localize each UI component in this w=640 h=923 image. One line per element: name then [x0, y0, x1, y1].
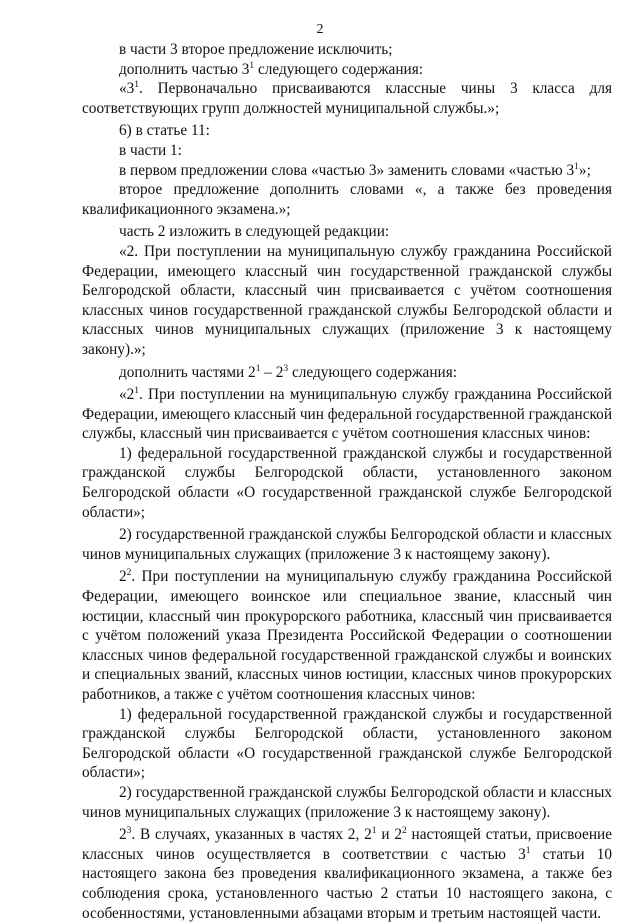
superscript: 1: [134, 386, 140, 397]
paragraph: $2^2$. При поступлении на муниципальную службу гражданина Российской Федерации, имеющего воинское или специальное звание, классный чин юстиции, классный чин прокурорского работника, классный чин присваивается с учётом положений указа Президента Российской Федерации о соотношении классных чинов федеральной государственной гражданской службы и воинских и специальных званий, классных чинов юстиции, классных чинов прокурорских работников, а также с учётом соотношения классных чинов:: [82, 568, 612, 703]
superscript: 1: [255, 363, 261, 374]
superscript: 2: [401, 826, 407, 837]
paragraph: 1) федеральной государственной гражданской службы и государственной гражданской службы Белгородской области, установленного законом Белгородской области «О государственной гражданской службе Белгородской области»;: [82, 444, 612, 521]
paragraph: дополнить частью $3^1$ следующего содержания:: [119, 60, 424, 78]
paragraph: второе предложение дополнить словами «, а также без проведения квалификационного экзамена.»;: [82, 181, 612, 218]
superscript: 3: [126, 826, 132, 837]
superscript: 1: [574, 161, 579, 172]
superscript: 1: [134, 80, 140, 91]
superscript: 1: [249, 60, 255, 71]
paragraph: 2) государственной гражданской службы Белгородской области и классных чинов муниципальных служащих (приложение 3 к настоящему закону).: [82, 783, 612, 821]
paragraph: часть 2 изложить в следующей редакции:: [119, 223, 390, 241]
paragraph: «$3^1$. Первоначально присваиваются классные чины 3 класса для соответствующих групп должностей муниципальной службы.»;: [82, 80, 612, 117]
paragraph: в первом предложении слова «частью 3» заменить словами «частью $3^1$»;: [119, 161, 591, 179]
superscript: 3: [283, 363, 289, 374]
paragraph: $2^3$. В случаях, указанных в частях 2, $2^1$ и $2^2$ настоящей статьи, присвоение классных чинов осуществляется в соответствии с частью $3^1$ статьи 10 настоящего закона без проведения квалификационного экзамена, а также без соблюдения срока, установленного частью 2 статьи 10 настоящего закона, с особенностями, установленными абзацами вторым и третьим настоящей части.: [82, 826, 612, 922]
superscript: 1: [371, 826, 377, 837]
paragraph: в части 1:: [119, 141, 182, 159]
paragraph: «2. При поступлении на муниципальную службу гражданина Российской Федерации, имеющего классный чин государственной гражданской службы Белгородской области, классный чин присваивается с учётом соотношения классных чинов государственной гражданской службы Белгородской области и классных чинов муниципальных служащих (приложение 3 к настоящему закону).»;: [82, 242, 612, 358]
paragraph: дополнить частями $2^1 - 2^3$ следующего содержания:: [119, 363, 458, 381]
superscript: 1: [525, 845, 531, 856]
paragraph: 6) в статье 11:: [119, 122, 210, 140]
paragraph: 1) федеральной государственной гражданской службы и государственной гражданской службы Белгородской области, установленного законом Белгородской области «О государственной гражданской службе Белгородской области»;: [82, 705, 612, 782]
page-number: 2: [316, 22, 324, 37]
document-body: [82, 40, 612, 923]
paragraph: в части 3 второе предложение исключить;: [119, 41, 393, 58]
paragraph: «$2^1$. При поступлении на муниципальную службу гражданина Российской Федерации, имеющего классный чин федеральной государственной гражданской службы, классный чин присваивается с учётом соотношения классных чинов:: [82, 386, 612, 443]
superscript: 2: [126, 568, 132, 579]
paragraph: 2) государственной гражданской службы Белгородской области и классных чинов муниципальных служащих (приложение 3 к настоящему закону).: [82, 526, 612, 563]
